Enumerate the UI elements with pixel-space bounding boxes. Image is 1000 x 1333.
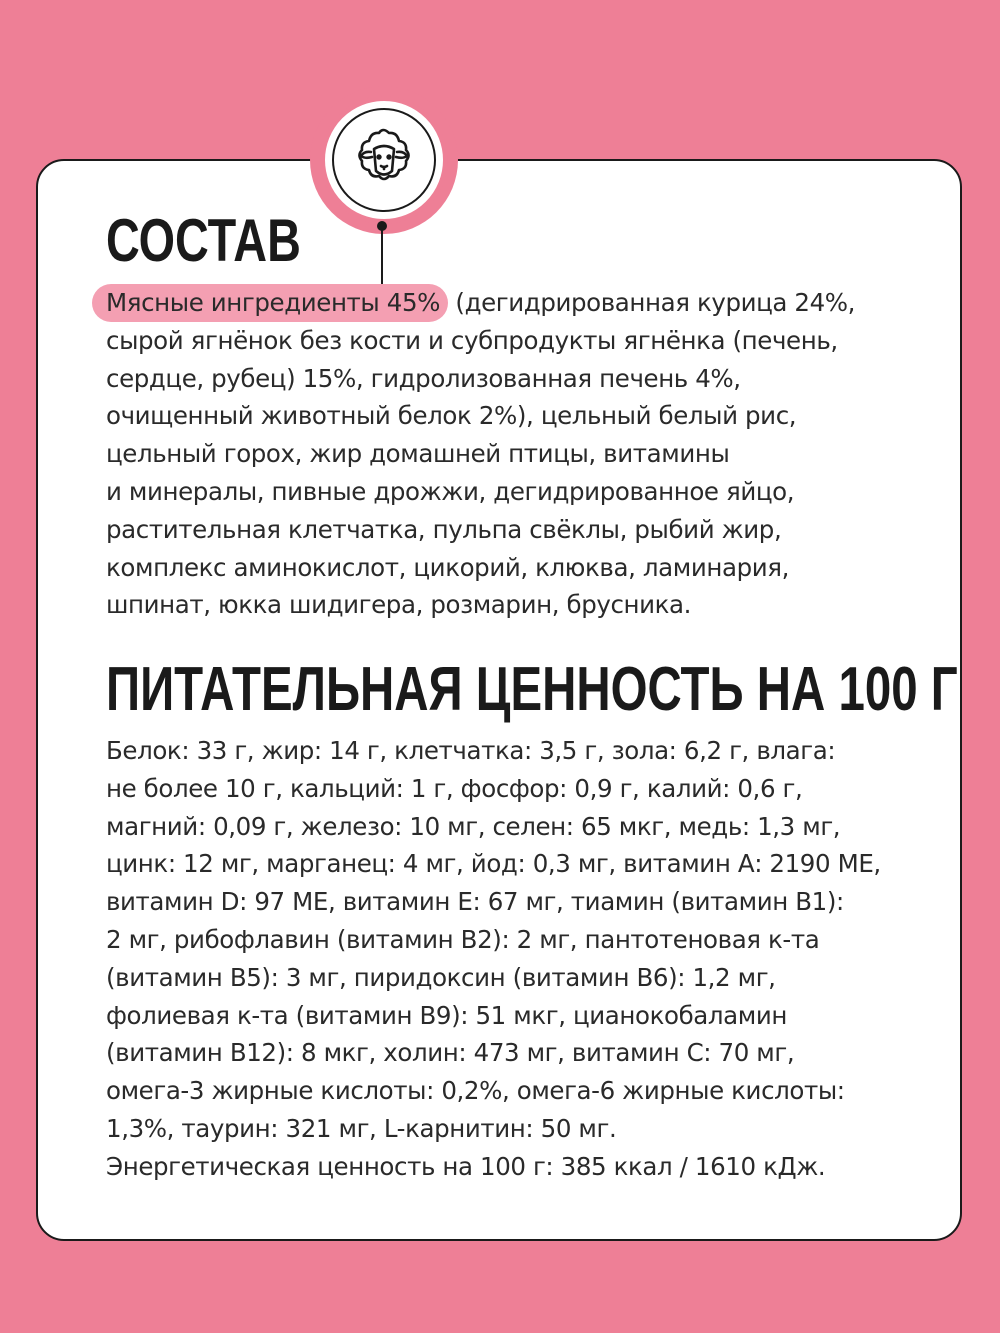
meat-highlight: Мясные ингредиенты 45% bbox=[92, 284, 448, 322]
composition-text bbox=[106, 284, 906, 624]
composition-title: СОСТАВ bbox=[106, 207, 301, 274]
nutrition-line: витамин D: 97 МЕ, витамин Е: 67 мг, тиамин (витамин В1): bbox=[106, 887, 844, 917]
nutrition-line: цинк: 12 мг, марганец: 4 мг, йод: 0,3 мг, витамин А: 2190 МЕ, bbox=[106, 849, 881, 879]
nutrition-line: магний: 0,09 г, железо: 10 мг, селен: 65 мкг, медь: 1,3 мг, bbox=[106, 811, 841, 841]
nutrition-line: Белок: 33 г, жир: 14 г, клетчатка: 3,5 г, зола: 6,2 г, влага: bbox=[106, 736, 836, 765]
composition-line: растительная клетчатка, пульпа свёклы, рыбий жир, bbox=[106, 514, 782, 544]
nutrition-line: 2 мг, рибофлавин (витамин В2): 2 мг, пантотеновая к-та bbox=[106, 924, 820, 954]
nutrition-line: Энергетическая ценность на 100 г: 385 ккал / 1610 кДж. bbox=[106, 1151, 826, 1181]
connector-line bbox=[381, 226, 383, 284]
composition-line: и минералы, пивные дрожжи, дегидрированное яйцо, bbox=[106, 476, 795, 506]
composition-first-line bbox=[106, 284, 906, 322]
nutrition-line: (витамин В12): 8 мкг, холин: 473 мг, витамин С: 70 мг, bbox=[106, 1038, 795, 1068]
sheep-icon bbox=[349, 125, 419, 195]
nutrition-line: 1,3%, таурин: 321 мг, L-карнитин: 50 мг. bbox=[106, 1113, 617, 1143]
nutrition-line: фолиевая к-та (витамин В9): 51 мкг, цианокобаламин bbox=[106, 1000, 788, 1030]
nutrition-line: не более 10 г, кальций: 1 г, фосфор: 0,9 г, калий: 0,6 г, bbox=[106, 773, 803, 803]
composition-line: сердце, рубец) 15%, гидролизованная печень 4%, bbox=[106, 363, 741, 393]
composition-line: очищенный животный белок 2%), цельный белый рис, bbox=[106, 401, 797, 431]
nutrition-title: ПИТАТЕЛЬНАЯ ЦЕННОСТЬ НА 100 Г bbox=[106, 655, 958, 724]
nutrition-line: омега-3 жирные кислоты: 0,2%, омега-6 жирные кислоты: bbox=[106, 1076, 845, 1106]
nutrition-text bbox=[106, 732, 906, 1186]
composition-line: комплекс аминокислот, цикорий, клюква, ламинария, bbox=[106, 552, 789, 582]
composition-line: сырой ягнёнок без кости и субпродукты ягнёнка (печень, bbox=[106, 325, 838, 355]
badge bbox=[332, 108, 436, 212]
composition-line: шпинат, юкка шидигера, розмарин, брусника. bbox=[106, 590, 692, 620]
composition-line: цельный горох, жир домашней птицы, витамины bbox=[106, 439, 730, 469]
nutrition-line: (витамин В5): 3 мг, пиридоксин (витамин В6): 1,2 мг, bbox=[106, 962, 776, 992]
composition-first-line-rest: (дегидрированная курица 24%, bbox=[448, 288, 856, 317]
